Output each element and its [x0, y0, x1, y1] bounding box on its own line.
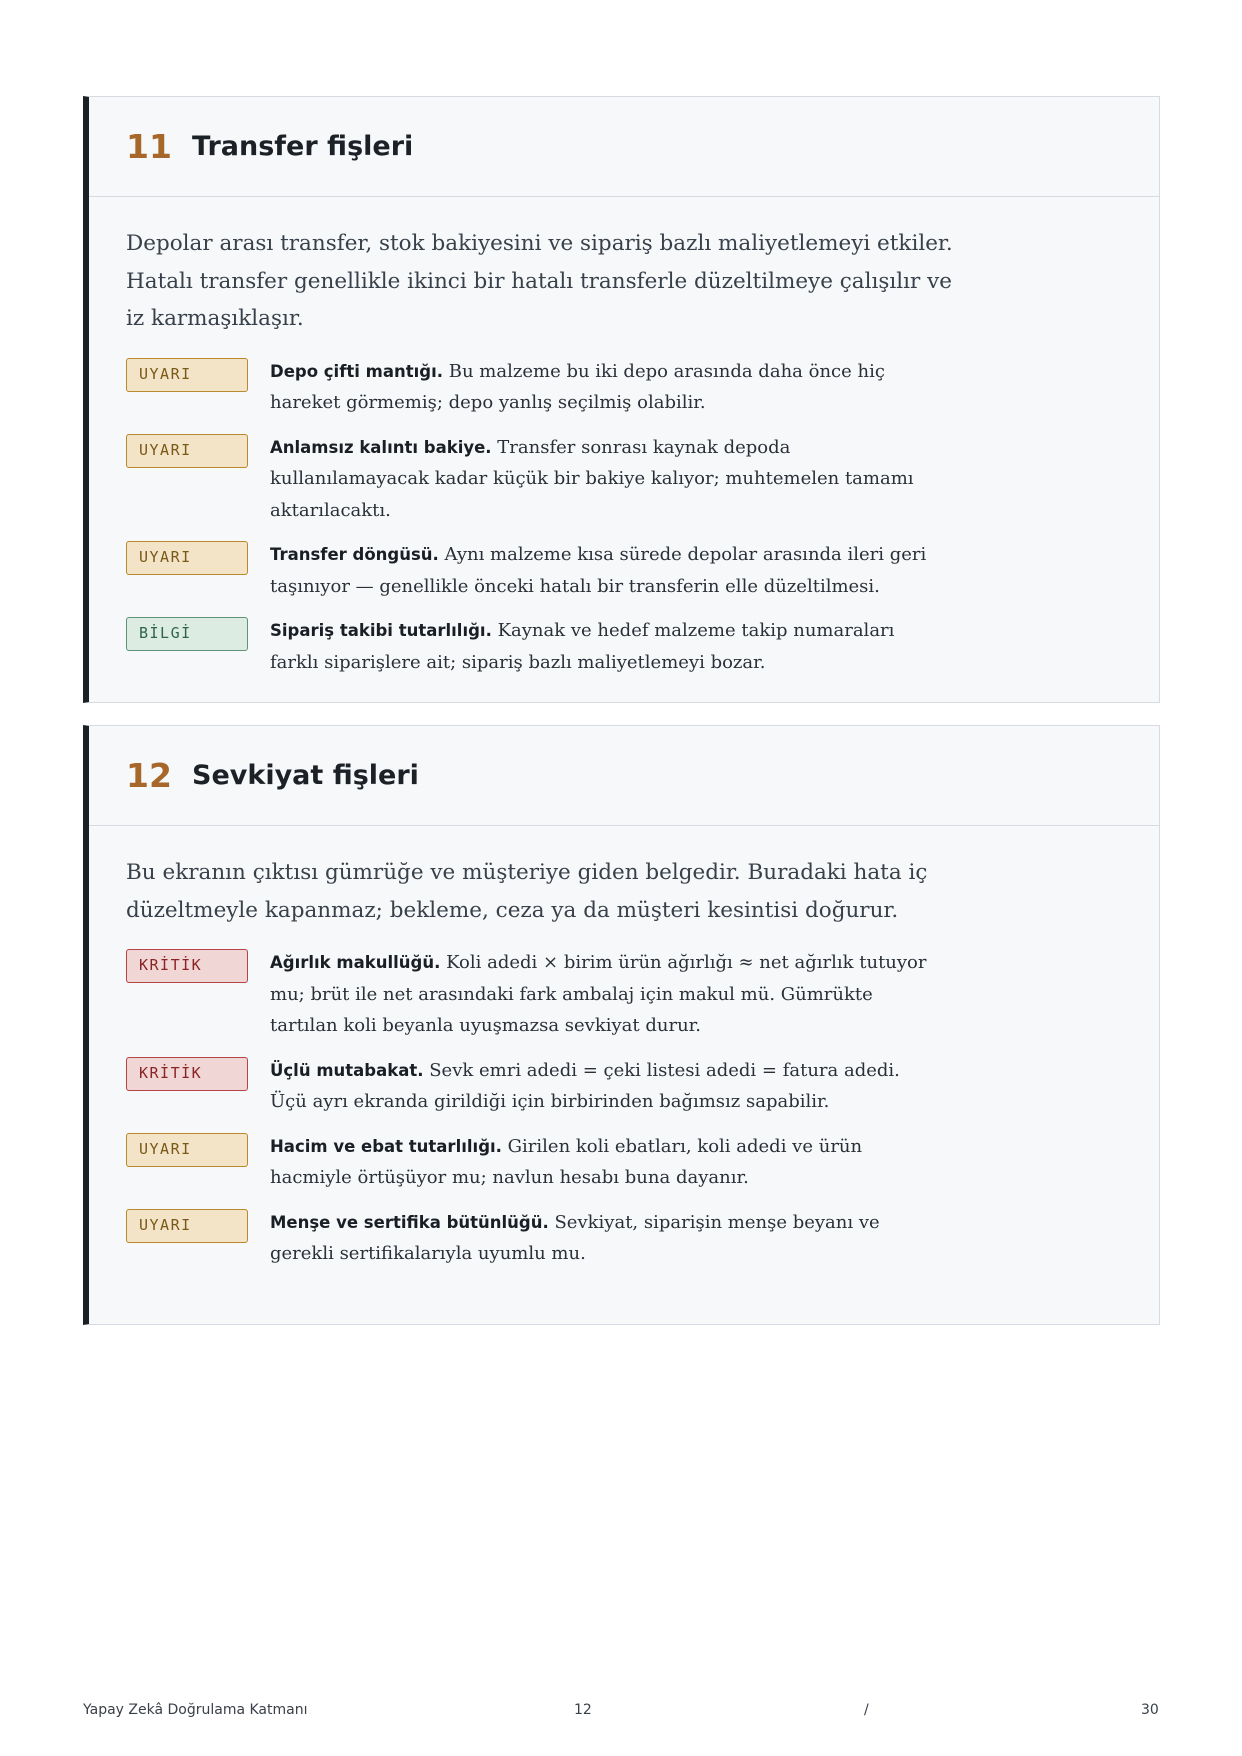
rule-title: Sipariş takibi tutarlılığı.	[270, 621, 492, 640]
rule-item	[126, 1209, 1122, 1270]
rule-text	[270, 539, 930, 602]
section-number: 11	[126, 127, 172, 166]
rule-title: Hacim ve ebat tutarlılığı.	[270, 1136, 502, 1156]
rule-item	[126, 1133, 1122, 1194]
rule-item	[126, 1057, 1122, 1118]
severity-badge: UYARI	[126, 1133, 248, 1167]
rule-item	[126, 949, 1122, 1042]
rule-description: Girilen koli ebatları, koli adedi ve ürün hacmiyle örtüşüyor mu; navlun hesabı buna dayanır.	[270, 1135, 863, 1188]
rule-title: Üçlü mutabakat.	[270, 1060, 424, 1080]
rule-description: Bu malzeme bu iki depo arasında daha önce hiç hareket görmemiş; depo yanlış seçilmiş olabilir.	[270, 360, 885, 413]
section-intro: Depolar arası transfer, stok bakiyesini ve sipariş bazlı maliyetlemeyi etkiler. Hatalı transfer genellikle ikinci bir hatalı transferle düzeltilmeye çalışılır ve iz karmaşıklaşır.	[126, 231, 953, 331]
rule-description: Sevk emri adedi = çeki listesi adedi = fatura adedi. Üçü ayrı ekranda girildiği için birbirinden bağımsız sapabilir.	[270, 1059, 900, 1112]
rule-title: Anlamsız kalıntı bakiye.	[270, 437, 492, 457]
rule-item	[126, 358, 1122, 419]
severity-badge: BİLGİ	[126, 617, 248, 651]
severity-badge: KRİTİK	[126, 949, 248, 983]
severity-badge: KRİTİK	[126, 1057, 248, 1091]
rule-title: Ağırlık makullüğü.	[270, 953, 441, 972]
section-number: 12	[126, 756, 172, 795]
rule-text	[270, 1055, 930, 1118]
rule-description: Transfer sonrası kaynak depoda kullanılamayacak kadar küçük bir bakiye kalıyor; muhtemelen tamamı aktarılacaktı.	[270, 436, 914, 521]
rule-text	[270, 356, 930, 419]
rule-item	[126, 434, 1122, 527]
rule-text	[270, 615, 930, 678]
rule-item	[126, 541, 1122, 602]
footer-separator: /	[864, 1702, 869, 1718]
rule-title: Menşe ve sertifika bütünlüğü.	[270, 1212, 549, 1232]
section-body	[89, 197, 1159, 678]
footer-doc-title: Yapay Zekâ Doğrulama Katmanı	[83, 1702, 308, 1718]
section-title: Transfer fişleri	[192, 131, 414, 162]
footer-total-pages: 30	[1141, 1702, 1159, 1718]
rule-text	[270, 947, 930, 1042]
severity-badge: UYARI	[126, 1209, 248, 1243]
rule-description: Kaynak ve hedef malzeme takip numaraları farklı siparişlere ait; sipariş bazlı maliyetlemeyi bozar.	[270, 620, 895, 673]
rule-description: Aynı malzeme kısa sürede depolar arasında ileri geri taşınıyor — genellikle önceki hatalı bir transferin elle düzeltilmesi.	[270, 544, 927, 597]
section-header	[89, 726, 1159, 826]
rule-item	[126, 617, 1122, 678]
severity-badge: UYARI	[126, 541, 248, 575]
section-header	[89, 97, 1159, 197]
severity-badge: UYARI	[126, 358, 248, 392]
footer-page-number: 12	[574, 1702, 592, 1718]
section-transfer	[83, 96, 1160, 703]
section-shipment	[83, 725, 1160, 1325]
rule-text	[270, 1131, 930, 1194]
rule-text	[270, 1207, 930, 1270]
severity-badge: UYARI	[126, 434, 248, 468]
rule-description: Sevkiyat, siparişin menşe beyanı ve gerekli sertifikalarıyla uyumlu mu.	[270, 1211, 880, 1264]
section-intro: Bu ekranın çıktısı gümrüğe ve müşteriye giden belgedir. Buradaki hata iç düzeltmeyle kapanmaz; bekleme, ceza ya da müşteri kesintisi doğurur.	[126, 860, 928, 923]
rule-title: Depo çifti mantığı.	[270, 361, 444, 381]
rule-text	[270, 432, 930, 527]
section-title: Sevkiyat fişleri	[192, 760, 419, 791]
rule-title: Transfer döngüsü.	[270, 545, 439, 564]
rule-description: Koli adedi × birim ürün ağırlığı ≈ net ağırlık tutuyor mu; brüt ile net arasındaki fark ambalaj için makul mü. Gümrükte tartılan koli beyanla uyuşmazsa sevkiyat durur.	[270, 952, 927, 1036]
section-body	[89, 826, 1159, 1270]
